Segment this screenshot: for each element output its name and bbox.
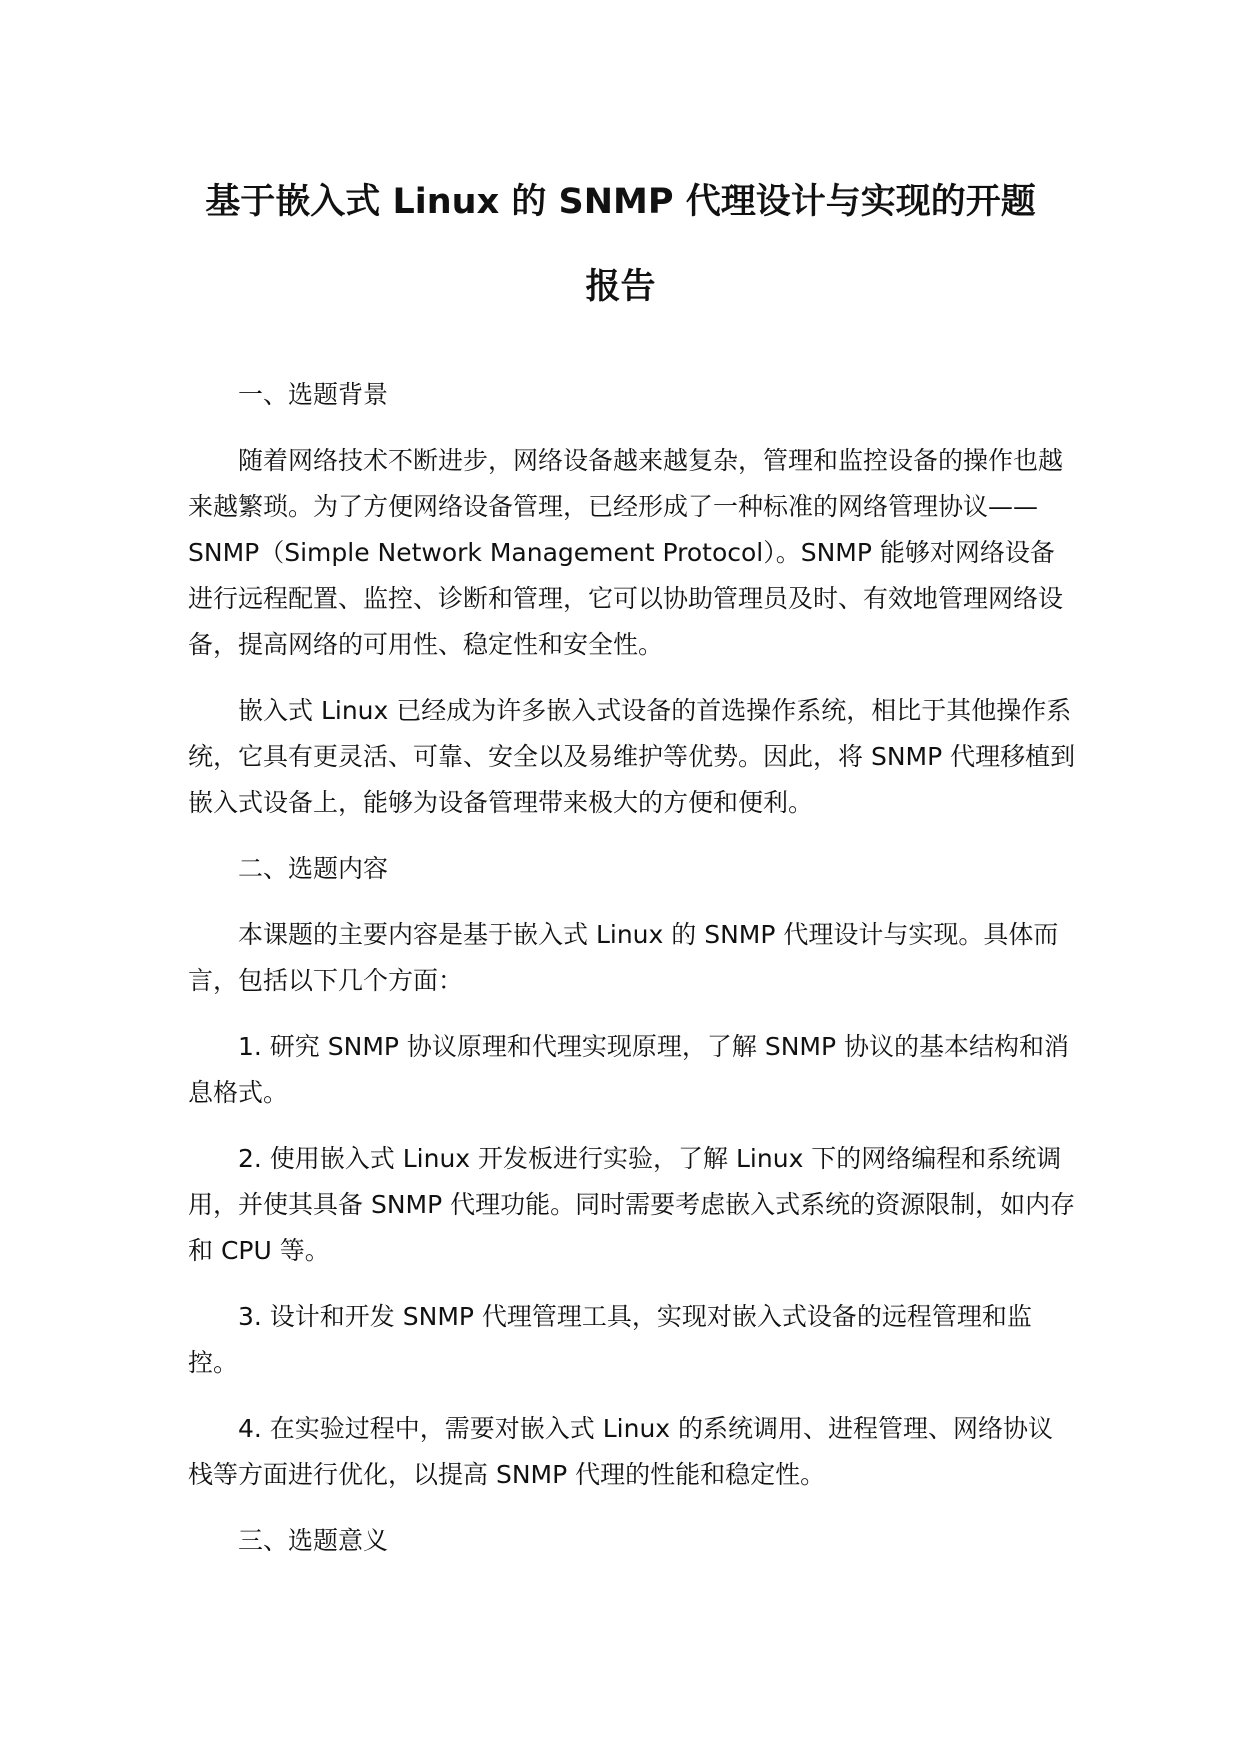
paragraph-background-1: 随着网络技术不断进步，网络设备越来越复杂，管理和监控设备的操作也越来越繁琐。为了方便网络设备管理，已经形成了一种标准的网络管理协议——SNMP（Simple Network Management Protocol）。SNMP 能够对网络设备进行远程配置、监控、诊断和管理，它可以协助管理员及时、有效地管理网络设备，提高网络的可用性、稳定性和安全性。 [188, 446, 1064, 659]
document-title-line-2: 报告 [585, 267, 656, 307]
paragraph-background-2: 嵌入式 Linux 已经成为许多嵌入式设备的首选操作系统，相比于其他操作系统，它具有更灵活、可靠、安全以及易维护等优势。因此，将 SNMP 代理移植到嵌入式设备上，能够为设备管理带来极大的方便和便利。 [188, 696, 1076, 817]
list-item: 4. 在实验过程中，需要对嵌入式 Linux 的系统调用、进程管理、网络协议栈等方面进行优化，以提高 SNMP 代理的性能和稳定性。 [188, 1414, 1054, 1489]
list-item: 1. 研究 SNMP 协议原理和代理实现原理，了解 SNMP 协议的基本结构和消息格式。 [188, 1032, 1070, 1107]
document-title-line-1: 基于嵌入式 Linux 的 SNMP 代理设计与实现的开题 [205, 182, 1036, 222]
section-heading-significance: 三、选题意义 [238, 1526, 389, 1555]
section-heading-background: 一、选题背景 [238, 380, 389, 409]
list-item: 2. 使用嵌入式 Linux 开发板进行实验，了解 Linux 下的网络编程和系统调用，并使其具备 SNMP 代理功能。同时需要考虑嵌入式系统的资源限制，如内存和 CPU 等。 [188, 1144, 1076, 1265]
paragraph-content-intro: 本课题的主要内容是基于嵌入式 Linux 的 SNMP 代理设计与实现。具体而言，包括以下几个方面： [188, 920, 1059, 995]
section-heading-content: 二、选题内容 [238, 854, 389, 883]
list-item: 3. 设计和开发 SNMP 代理管理工具，实现对嵌入式设备的远程管理和监控。 [188, 1302, 1032, 1377]
document-body [188, 372, 1078, 1584]
